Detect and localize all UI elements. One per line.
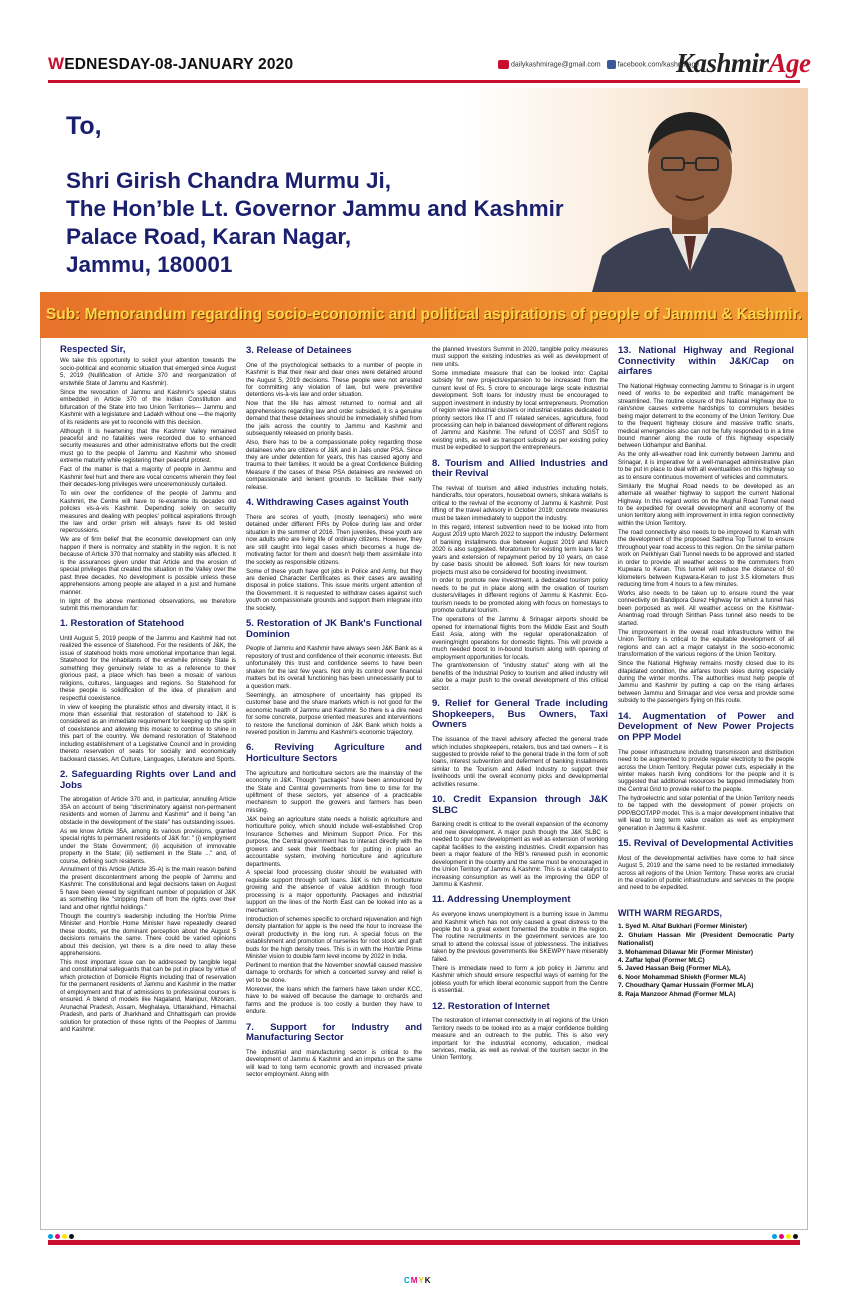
- paragraph: Though the country's leadership including the Hon'ble Prime Minister and Hon'ble Home Minister have repeatedly cleared these doubts, yet the dominant perception about the August 5 decisions remains the same. There could be varied opinions about this decision, yet there is a dire need to allay these apprehensions.: [60, 912, 236, 957]
- section-heading: 14. Augmentation of Power and Development of New Power Projects on PPP Model: [618, 710, 794, 743]
- section-heading: 12. Restoration of Internet: [432, 1000, 550, 1012]
- recipient-address: [66, 167, 564, 279]
- paragraph: The road connectivity also needs to be improved to Karnah with the development of the proposed Sadhna Top Tunnel to ensure throughout year road access to this region. On the similar pattern work on Perkhiyan Gali Tunnel needs to be approved and started in order to provide all weather access to the commuters from Kupwara to Keran. This tunnel will reduce the distance of 60 kilometers between Kupwara-Keran to just 3.5 kilometers thus reducing time from 4 hours to a few minutes.: [618, 528, 794, 589]
- signatory: 1. Syed M. Altaf Bukhari (Former Minister): [618, 923, 748, 931]
- paragraph: Until August 5, 2019 people of the Jammu and Kashmir had not realized the essence of Statehood. For the residents of J&K, the issue of statehood holds more emotional importance than legal. Statehood for the inhabitants of the erstwhile princely State is something they genuinely relate to as a reference to their glorious past, a place which has been a mosaic of various religions, cultures, languages and regions. So Statehood for these people is solidification of the idea of pluralism and respectful coexistence.: [60, 635, 236, 702]
- paragraph: The revival of tourism and allied industries including hotels, handicrafts, tour operators, houseboat owners, shikara wallahs is critical to the revival of the economy of Jammu & Kashmir. Post lifting of the travel advisory in October 2019; concrete measures must be taken immediately to support the industry.: [432, 485, 608, 522]
- section-heading: 13. National Highway and Regional Connectivity within J&K/Cap on airfares: [618, 345, 794, 378]
- cmyk-c: C: [404, 1276, 411, 1285]
- signatory: 7. Choudhary Qamar Hussain (Former MLA): [618, 982, 754, 990]
- paragraph: J&K being an agriculture state needs a holistic agriculture and horticulture policy, which should include well-established Crop Insurance Schemes and Minimum Support Price. For this purpose, the Central government has to interact directly with the growers and seek their feedback for putting in place an accountable system, involving horticulture and agriculture departments.: [246, 815, 422, 868]
- paragraph: The restoration of internet connectivity in all regions of the Union Territory needs to be looked into as a major confidence building measure and an outreach to the public. This is also very important for the industrial economy, education, medical services, media, as well as revival of the tourism sector in the Union Territory,: [432, 1017, 608, 1062]
- paragraph: the planned Investors Summit in 2020, tangible policy measures must support the existing industries as well as development of new units.: [432, 346, 608, 368]
- paragraph: There is immediate need to form a job policy in Jammu and Kashmir which should ensure respectful ways of earning for the jobless youth for which liberal economic support from the Centre is essential.: [432, 964, 608, 995]
- column-1: [60, 346, 236, 1080]
- paragraph: One of the psychological setbacks to a number of people in Kashmir is that their near and dear ones were detained around the August 5, 2019 decisions. These people were not arrested for committing any violation of law, but were preventive detentions vis-à-vis law and order situation.: [246, 361, 422, 399]
- mail-icon: [498, 60, 509, 69]
- paragraph: In view of keeping the pluralistic ethos and diversity intact, it is more than essential that restoration of statehood to J&K is considered as an immediate requirement for keeping up the spirit of coexistence and allowing this mosaic to continue to shine in this part of the country. We demand restoration of Statehood including establishment of a Legislative Council and in providing thereto reservation of seats for socially and economically backward classes, Art Culture, Languages, Literature and Sports.: [60, 703, 236, 763]
- paragraph: Fact of the matter is that a majority of people in Jammu and Kashmir feel hurt and there are vocal concerns wherein they feel their decades-long privileges were unceremoniously curtailed.: [60, 466, 236, 489]
- paragraph: Moreover, the loans which the farmers have taken under KCC, have to be waived off because the damage to orchards and farms and the produce is too costly a burden they have to endure.: [246, 985, 422, 1016]
- paragraph: The National Highway connecting Jammu to Srinagar is in urgent need of works to be expedited and traffic management be streamlined. The routine closure of this National Highway due to rain/snow causes extreme hardships to commuters besides being major deterrent to the economy of the Union Territory. Due to the frequent highway closure and massive traffic snarls, medical emergencies also can not be fully responded to in a time bound manner along the route of this highway especially between Udhampur and Banihal.: [618, 382, 794, 450]
- paragraph: Some of these youth have got jobs in Police and Army, but they are denied Character Certificates as their cases are awaiting disposal in police stations. This issue merits urgent attention of the Government. It is requested to withdraw cases against such youth on compassionate grounds and support them integrate into the society.: [246, 567, 422, 612]
- address-line: The Hon’ble Lt. Governor Jammu and Kashmir: [66, 196, 564, 221]
- paragraph: To win over the confidence of the people of Jammu and Kashmiri, the Centre will have to re-examine its decades old policies vis-à-vis Kashmir. Depending solely on security measures and dealing with peoples' political aspirations through the law and order prism will always have its old tested repercussions.: [60, 490, 236, 535]
- paragraph: As we know Article 35A, among its various provisions, granted special rights to permanent residents of J&K for: " (i) employment under the State Government; (ii) acquisition of immovable property in the State; (iii) settlement in the State ..." and, of course, defining such residents.: [60, 827, 236, 865]
- paragraph: In light of the above mentioned observations, we therefore submit this memorandum for:: [60, 597, 236, 612]
- paragraph: The industrial and manufacturing sector is critical to the development of Jammu & Kashmir and an impetus on the same will lead to long term economic growth and increased private sector employment. Along with: [246, 1048, 422, 1079]
- cmyk-mark: [404, 1276, 432, 1285]
- paragraph: The abrogation of Article 370 and, in particular, annulling Article 35A on account of being "discriminatory against non-permanent residents and women of Jammu and Kashmir" and it being "an obstacle in the development of the state" has outstanding issues.: [60, 796, 236, 826]
- paragraph: This most important issue can be addressed by tangible legal and constitutional safeguards that can be put in place by virtue of which protection of Domicile Rights including that of reservation for the permanent residents of Jammu and Kashmir in the matter of employment and that of admissions to professional courses is ensured. A blend of models like Nagaland, Manipur, Mizoram, Arunachal Pradesh, Assam, Meghalaya, Uttarakhand, Himachal Pradesh, and parts of Jharkhand and Chhattisgarh can provide solution for protection of these rights of the Peoples of Jammu and Kashmir.: [60, 958, 236, 1033]
- section-heading: 7. Support for Industry and Manufacturing Sector: [246, 1021, 422, 1044]
- closing-regards: WITH WARM REGARDS,: [618, 907, 722, 918]
- paragraph: As everyone knows unemployment is a burning issue in Jammu and Kashmir which has not only caused a great distress to the people but to a great extent fomented the trouble in the region. The routine recruitments in the government services are too small to attend the colossal issue of joblessness. The initiatives taken by the previous governments like SKEWPY have miserably failed.: [432, 911, 609, 963]
- letter-body: [60, 346, 798, 1080]
- section-heading: 8. Tourism and Allied Industries and their Revival: [432, 457, 608, 480]
- paragraph: As the only all-weather road link currently between Jammu and Srinagar, it is imperative for a well-managed administrative plan to be put in place to deal with all eventualities on this highway so as to ensure continuous movement of vehicles and commuters.: [618, 451, 794, 481]
- section-heading: 11. Addressing Unemployment: [432, 894, 571, 906]
- paragraph: In order to promote new investment, a dedicated tourism policy needs to be put in place along with the creation of tourism clusters/villages in different regions of Jammu & Kashmir. Eco-tourism needs to be promoted along with focus on homestays to promote cultural tourism.: [432, 577, 608, 615]
- paragraph: We are of firm belief that the economic development can only happen if there is normalcy and stability in the region. It is not because of Article 370 that normalcy and stability was affected. It is the assurances given under that Article and the erosion of special privileges that created the situation in the Valley over the past three decades. No development is possible unless these apprehensions among people are allayed in a just and humane manner.: [60, 536, 236, 596]
- paragraph: There are scores of youth, (mostly teenagers) who were detained under different FIRs by Police during law and order situation in the summer of 2016. Then juveniles, these youth are now adults who are living life of ordinary citizens. However, they are still caught into legal cases which becomes a huge de-motivating factor for them and doesn't help them assimilate into the society as responsible citizens.: [246, 513, 422, 566]
- cmyk-k: K: [424, 1276, 432, 1285]
- section-heading: 5. Restoration of JK Bank's Functional Dominion: [246, 618, 422, 640]
- signatory: 6. Noor Mohammad Shiekh (Former MLA): [618, 973, 746, 981]
- section-heading: 15. Revival of Developmental Activities: [618, 838, 794, 850]
- paragraph: Works also needs to be taken up to ensure round the year connectivity on Bandipora Gurez Highway for which a tunnel has been porposed as well. All weather access on the Kishtwar-Anantnag road through Sinthan Pass tunnel also needs to be started.: [618, 590, 794, 627]
- email-link[interactable]: dailykashmirage@gmail.com: [511, 61, 601, 69]
- paragraph: Introduction of schemes specific to orchard rejuvenation and high density plantation for apple is the need the hour to increase the overall productivity in the long run. A special focus on the establishment and promotion of nurseries for root stock and graft buds for the high density trees. This is in with the Hon'ble Prime Minister vision to double farm level income by 2022 in India.: [246, 915, 422, 960]
- paragraph: Banking credit is critical to the overall expansion of the economy and new development. A major push though the J&K SLBC is needed to spur new development as well as extension of working capital facilities to the existing industries. Credit expansion has been a major feature of the RBI's renewed push in economic development in the country and the same must be encouraged in the Union Territory of Jammu & Kashmir. This is a vital catalyst to increasing consumption as well as the improving the GDP of Jammu & Kashmir.: [432, 821, 608, 889]
- salutation-to: To,: [66, 112, 102, 140]
- signatory-list: [618, 923, 794, 999]
- signatory: 8. Raja Manzoor Ahmad (Former MLA): [618, 990, 736, 998]
- registration-dots-right: [772, 1234, 798, 1239]
- date-line: WEDNESDAY-08-JANUARY 2020: [48, 54, 294, 73]
- paragraph: In this regard, interest subvention need to be looked into from August 2019 upto March 2022 to support the industry. Deferment of banking installments due between August 2019 and March 2020 is also suggested. Moratorium for existing term loans for 2 years and extension of repayment period by 10 years, on case by case basis should be allowed. Soft loans for new tourism projects must also be considered for boosting investment.: [432, 523, 608, 576]
- paragraph: Also, there has to be a compassionate policy regarding those detainees who are citizens of J&K and in Jails under PSA. Since they are under detention for years, this has caused agony and trauma to their families. It would be a great Confidence Building Measure if the cases of these PSA detainees are reviewed on compassionate and lenient grounds to facilitate their early release.: [246, 439, 422, 491]
- cmyk-m: M: [410, 1276, 419, 1285]
- paragraph: The grant/extension of "industry status" along with all the benefits of the Industrial Policy to tourism and allied industry will also be a major push to the overall development of this critical sector.: [432, 662, 608, 692]
- cmyk-y: Y: [418, 1276, 425, 1285]
- section-heading: 4. Withdrawing Cases against Youth: [246, 497, 409, 509]
- masthead: [0, 0, 848, 82]
- greeting: Respected Sir,: [60, 344, 126, 355]
- paragraph: The operations of the Jammu & Srinagar airports should be opened for international flights from the Middle East and South East Asia, along with the regular operationalization of evening/night operations for domestic flights. This will provide a much needed boost to in-bound tourism along with opening of employment opportunities for locals.: [432, 616, 608, 661]
- subject-line: Sub: Memorandum regarding socio-economic and political aspirations of people of Jammu & Kashmir.: [45, 306, 803, 323]
- paragraph: Similarly the Mughal Road needs to be developed as an alternate all weather highway to support the current National Highway. In this regard works on the Mughal Road Tunnel need to be expedited for overall development and economy of the union territory along with improvement in intra region connectivity within the Union Territory.: [618, 482, 794, 527]
- paragraph: Since the National Highway remains mostly closed due to its dilapidated condition, the airfares touch skies during especially during the winter months. The authorities must help people of Jammu and Kashmir by putting a cap on the rising airfares between Jammu and Srinagar and vice versa and provide some subsidy to the passengers flying on this route.: [618, 660, 794, 705]
- column-4: [618, 346, 794, 1080]
- address-line: Jammu, 180001: [66, 252, 233, 277]
- paragraph: Seemingly, an atmosphere of uncertainty has gripped its customer base and the share markets which is not good for the economic health of Jammu and Kashmir. So there is a dire need for some concrete, purpose oriented measures and interventions to restore the functional dominion of J&K Bank which holds a revered position in Jammu and Kashmir's economic trajectory.: [246, 691, 422, 736]
- newspaper-logo: KashmirAge: [676, 48, 811, 78]
- paragraph: Annulment of this Article (Article 35-A) is the main reason behind the present discontentment among the people of Jammu and Kashmir. The constitutional and legal decisions taken on August 5 have been viewed by significant number of population of J&K as something like "stripping them off from the rights over their land and other rightful holdings.": [60, 866, 236, 911]
- address-line: Palace Road, Karan Nagar,: [66, 224, 352, 249]
- signatory: 5. Javed Hassan Beig (Former MLA),: [618, 965, 731, 973]
- paragraph: Since the revocation of Jammu and Kashmir's special status embedded in Article 370 of the Indian Constitution and bifurcation of the State into two Union Territories— Jammu and Kashmir with a legislature and Ladakh without one —the majority of its residents are yet to reconcile with this decision.: [60, 388, 236, 426]
- contacts: [498, 60, 699, 69]
- footer-rule: [48, 1240, 800, 1245]
- column-3: [432, 346, 608, 1080]
- facebook-icon: [607, 60, 616, 69]
- subject-bar: [40, 292, 808, 338]
- section-heading: 3. Release of Detainees: [246, 345, 352, 356]
- paragraph: The hydroelectric and solar potential of the Union Territory needs to be tapped with the development of power projects on PPP/BOOT/IPP model. This is a major development initiative that will lead to long term value creation as well as employment generation in Jammu & Kashmir.: [618, 794, 794, 832]
- section-heading: 9. Relief for General Trade including Shopkeepers, Bus Owners, Taxi Owners: [432, 698, 608, 731]
- paragraph: Pertinent to mention that the November snowfall caused massive damage to orchards for which a concerted survey and relief is yet to be done.: [246, 961, 422, 984]
- section-heading: 10. Credit Expansion through J&K SLBC: [432, 794, 608, 816]
- signatory: 3. Mohammad Dilawar Mir (Former Minister): [618, 948, 754, 956]
- portrait-illustration: [572, 96, 808, 292]
- signatory: 2. Ghulam Hassan Mir (President Democratic Party Nationalist): [618, 931, 794, 948]
- column-2: [246, 346, 422, 1080]
- portrait-photo: [572, 96, 808, 292]
- paragraph: Now that the life has almost returned to normal and all apprehensions regarding law and order subsided, it is a genuine demand that these detainees should be immediately shifted from the jails across the country to Jammu and Kashmir and subsequently released on priority basis.: [246, 400, 422, 438]
- paragraph: Although it is heartening that the Kashmir Valley remained peaceful and no fatalities were recorded due to enhanced security measures and other administrative efforts but the credit must go to the people of Jammu and Kashmir who showed extreme maturity while registering their peaceful protest.: [60, 427, 236, 465]
- paragraph: The power infrastructure including transmission and distribution need to be augmented to provide regular electricity to the people across the Union Territory. Regular power cuts, especially in the winter makes harsh living conditions for the people and it is suggested that additional resources be tapped immediately from the Central Grid to provide relief to the people.: [618, 748, 794, 793]
- facebook-link[interactable]: facebook.com/kashmirage: [617, 61, 700, 69]
- paragraph: Most of the developmental activities have come to halt since August 5, 2019 and the same need to be restarted immediately across all regions of the Union Territory. These works are crucial in the creation of public infrastructure and services to the people and need to be expedited.: [618, 854, 794, 892]
- section-heading: 1. Restoration of Statehood: [60, 618, 185, 630]
- section-heading: 6. Reviving Agriculture and Horticulture Sectors: [246, 742, 422, 764]
- paragraph: The improvement in the overall road infrastructure within the Union Territory is critical to the equitable development of all regions and can act a major catalyst in the socio-economic transformation of the various regions of the Union Territory.: [618, 628, 794, 659]
- paragraph: We take this opportunity to solicit your attention towards the socio-political and economic situation that emerged since August 5, 2019 (Nullification of Article 370 and reorganization of erstwhile State of Jammu and Kashmir).: [60, 357, 236, 387]
- paragraph: A special food processing cluster should be evaluated with requisite support through soft loans. J&K is rich in horticulture growing and the absence of value addition through food processing is a major opportunity. Packages and industrial support on the lines of the North East can be looked into as a mechanism.: [246, 869, 422, 914]
- paragraph: People of Jammu and Kashmir have always seen J&K Bank as a repository of trust and confidence of their economic interests. But unfortunately this trust and confidence seems to have been shaken for the last few years. Not only its control over financial matters but its overall functioning has been unnecessarily put to a question mark.: [246, 645, 422, 690]
- registration-dots-left: [48, 1234, 74, 1239]
- section-heading: 2. Safeguarding Rights over Land and Jobs: [60, 769, 236, 791]
- header-rule: [48, 80, 800, 83]
- address-line: Shri Girish Chandra Murmu Ji,: [66, 168, 392, 193]
- paragraph: Some immediate measure that can be looked into: Capital subsidy for new projects/expansion to be increased from the current level of Rs. 5 crore to encourage large scale industrial development. Soft loans for industry must be encouraged to support investment in industry by local entrepreneurs. Promotion of region wise industrial clusters or industrial estates dedicated to priority sectors like IT and IT related services, agriculture, food processing can help in balanced development of different regions of Jammu and Kashmir. The refund of CGST and SGST to existing units, as well as transport subsidy as per existing policy must be expedited to support the entrepreneurs.: [432, 369, 608, 452]
- paragraph: The agriculture and horticulture sectors are the mainstay of the economy in J&K. Though "packages" have been announced by the State and Central governments from time to time for the upliftment of these sectors, yet absence of a practicable mechanism to support the growers and farmers has been missing.: [246, 769, 422, 814]
- paragraph: The issuance of the travel advisory affected the general trade which includes shopkeepers, retailers, bus and taxi owners – it is suggested to provide relief to the general trade in the form of soft loans, interest subvention and deferment of banking installments similar to the Tourism and Allied Industry to support their livelihoods until the overall economy picks and developmental activities resume.: [432, 736, 608, 788]
- signatory: 4. Zaffar Iqbal (Former MLC): [618, 957, 705, 965]
